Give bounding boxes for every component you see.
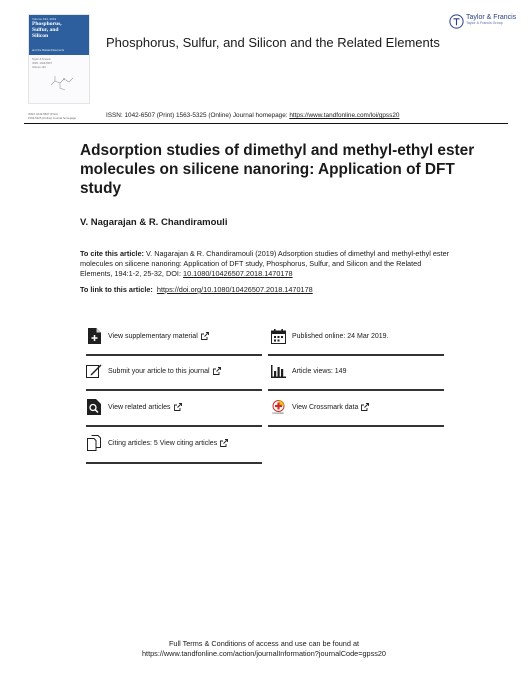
- footer-line: Full Terms & Conditions of access and use can be found at: [168, 639, 360, 648]
- supplementary-icon: [86, 327, 102, 345]
- row-divider: [268, 425, 444, 427]
- terms-footer: [0, 639, 528, 658]
- terms-url-link[interactable]: https://www.tandfonline.com/action/journalInformation?journalCode=gpss20: [142, 648, 386, 658]
- issn-text: ISSN: 1042-6507 (Print) 1563-5325 (Online) Journal homepage:: [106, 112, 290, 119]
- row-divider: [268, 354, 444, 356]
- cover-tiny-text: Volume 194: [32, 66, 46, 69]
- article-link-line: [80, 285, 313, 294]
- supplementary-label: View supplementary material: [108, 332, 198, 340]
- supplementary-material-link[interactable]: [86, 322, 209, 350]
- article-authors: V. Nagarajan & R. Chandiramouli: [80, 217, 228, 228]
- row-divider: [86, 425, 262, 427]
- cover-molecule-icon: [49, 73, 75, 93]
- citing-articles-link[interactable]: [86, 429, 228, 457]
- journal-cover-thumbnail: [28, 14, 90, 104]
- article-views-label: Article views: 149: [292, 367, 347, 375]
- citing-articles-label: Citing articles: 5 View citing articles: [108, 439, 218, 447]
- header-divider: [24, 123, 508, 124]
- crossmark-label: View Crossmark data: [292, 403, 359, 411]
- external-link-icon: [174, 403, 182, 411]
- issn-small-text: ISSN: 1042-6507 (Print) 1563-5325 (Online) Journal homepage: [28, 112, 77, 120]
- journal-homepage-link[interactable]: https://www.tandfonline.com/loi/gpss20: [289, 112, 400, 119]
- publisher-name: Taylor & Francis: [466, 14, 517, 21]
- doi-link[interactable]: 10.1080/10426507.2018.1470178: [183, 269, 293, 278]
- cover-title: Phosphorus, Sulfur, and Silicon: [32, 21, 62, 39]
- publisher-subname: Taylor & Francis Group: [466, 21, 503, 25]
- citing-icon: [86, 434, 102, 452]
- bar-chart-icon: [270, 362, 286, 380]
- issn-line: [106, 112, 399, 119]
- related-articles-link[interactable]: [86, 393, 182, 421]
- submit-article-link[interactable]: [86, 357, 221, 385]
- row-divider: [86, 389, 262, 391]
- external-link-icon: [361, 403, 369, 411]
- published-online-info: [270, 322, 389, 350]
- row-divider: [86, 354, 262, 356]
- journal-title: Phosphorus, Sulfur, and Silicon and the Related Elements: [106, 35, 440, 50]
- external-link-icon: [201, 332, 209, 340]
- citation-text: V. Nagarajan & R. Chandiramouli (2019) Adsorption studies of dimethyl and methyl-ethyl ester molecules on silicene nanoring: Application of DFT study, Phosphorus, Sulfur, and Silicon and the Related Elements, 194:1-2, 25-32, DOI:: [80, 249, 450, 278]
- submit-icon: [86, 362, 102, 380]
- publisher-logo: [449, 14, 516, 29]
- calendar-icon: [270, 327, 286, 345]
- crossmark-link[interactable]: [270, 393, 369, 421]
- row-divider: [86, 462, 262, 464]
- citation-label: To cite this article:: [80, 249, 144, 258]
- external-link-icon: [220, 439, 228, 447]
- related-search-icon: [86, 398, 102, 416]
- cover-volume: Volume 194, 2019: [32, 17, 57, 21]
- article-doi-url[interactable]: https://doi.org/10.1080/10426507.2018.1470178: [156, 285, 313, 294]
- row-divider: [268, 389, 444, 391]
- cover-subtitle: and the Related Elements: [32, 48, 65, 52]
- submit-article-label: Submit your article to this journal: [108, 367, 210, 375]
- article-views-info: [270, 357, 346, 385]
- article-title: Adsorption studies of dimethyl and methyl-ethyl ester molecules on silicene nanoring: Application of DFT study: [80, 142, 475, 197]
- published-online-label: Published online: 24 Mar 2019.: [292, 332, 389, 340]
- tf-logo-icon: [449, 14, 464, 29]
- crossmark-logo-text: CrossMark: [272, 411, 284, 415]
- link-label: To link to this article:: [80, 285, 153, 294]
- related-articles-label: View related articles: [108, 403, 171, 411]
- cover-tiny-text: ISSN: 1042-6507: [32, 62, 52, 65]
- crossmark-icon: [270, 398, 286, 416]
- external-link-icon: [213, 367, 221, 375]
- citation-block: [80, 249, 450, 279]
- cover-tiny-text: Taylor & Francis: [32, 58, 51, 61]
